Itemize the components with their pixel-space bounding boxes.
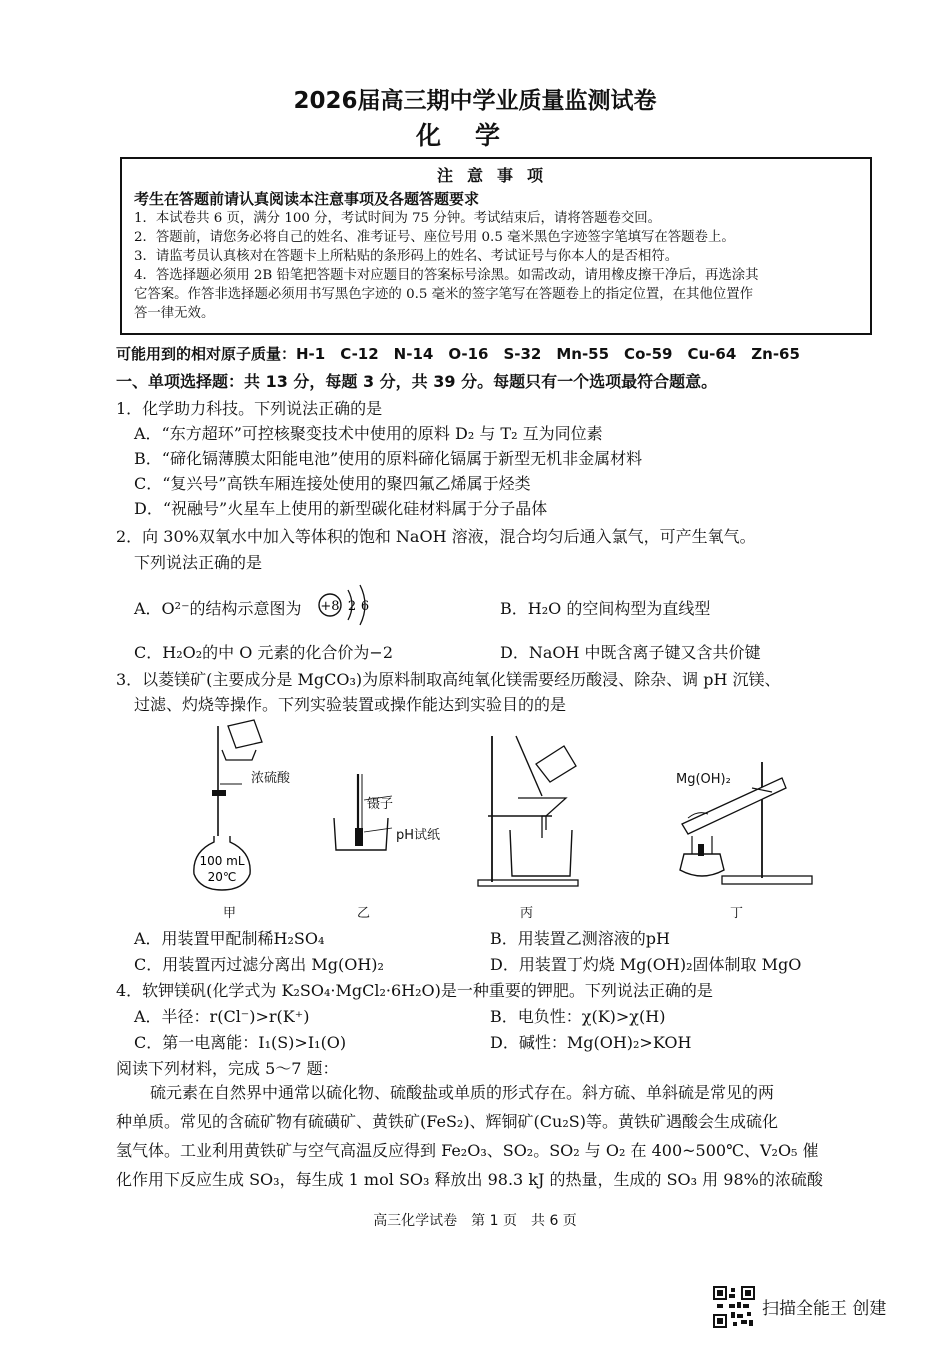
flask-temp-label: 20℃ [207,870,237,884]
q1-option-a: A．“东方超环”可控核聚变技术中使用的原料 D₂ 与 T₂ 互为同位素 [134,424,603,443]
apparatus-label-yi: 乙 [357,906,371,921]
notice-box [120,157,872,335]
nucleus-charge: +8 [320,599,340,614]
ph-paper-label: pH试纸 [396,828,441,843]
q4-option-b: B．电负性：χ(K)>χ(H) [490,1007,666,1026]
notice-item: 2．答题前，请您务必将自己的姓名、准考证号、座位号用 0.5 毫米黑色字迹签字笔填写在答题卷上。 [134,230,735,245]
q3-option-a: A．用装置甲配制稀H₂SO₄ [134,929,325,948]
q3-option-d: D．用装置丁灼烧 Mg(OH)₂固体制取 MgO [490,955,802,974]
apparatus-label-ding: 丁 [730,906,744,921]
apparatus-jia-volumetric-flask [190,718,300,893]
apparatus-label-jia: 甲 [223,906,237,921]
q4-stem: 4．软钾镁矾(化学式为 K₂SO₄·MgCl₂·6H₂O)是一种重要的钾肥。下列说法正确的是 [116,981,713,1000]
notice-subheading: 考生在答题前请认真阅读本注意事项及各题答题要求 [134,190,480,208]
atomic-masses: 可能用到的相对原子质量：H-1 C-12 N-14 O-16 S-32 Mn-55 Co-59 Cu-64 Zn-65 [116,345,800,363]
scanner-watermark: 扫描全能王 创建 [762,1299,887,1319]
exam-title: 2026届高三期中学业质量监测试卷 [293,88,657,114]
q3-option-b: B．用装置乙测溶液的pH [490,929,670,948]
page-footer: 高三化学试卷 第 1 页 共 6 页 [373,1213,577,1229]
shell-2-electrons: 6 [360,599,370,614]
q3-stem: 3．以菱镁矿(主要成分是 MgCO₃)为原料制取高纯氧化镁需要经历酸浸、除杂、调 pH 沉镁、 [116,670,781,689]
q2-stem-cont: 下列说法正确的是 [134,553,263,572]
notice-item: 1．本试卷共 6 页，满分 100 分，考试时间为 75 分钟。考试结束后，请将答题卷交回。 [134,211,662,226]
apparatus-yi-ph-test [328,770,398,855]
q4-option-c: C．第一电离能：I₁(S)>I₁(O) [134,1033,347,1052]
reading-intro: 阅读下列材料，完成 5～7 题： [116,1059,339,1078]
q2-option-c: C．H₂O₂的中 O 元素的化合价为−2 [134,643,394,662]
q3-option-c: C．用装置丙过滤分离出 Mg(OH)₂ [134,955,384,974]
reading-line: 氢气体。工业利用黄铁矿与空气高温反应得到 Fe₂O₃、SO₂。SO₂ 与 O₂ 在 400~500℃、V₂O₅ 催 [116,1141,819,1160]
reading-line: 化作用下反应生成 SO₃，每生成 1 mol SO₃ 释放出 98.3 kJ 的热量，生成的 SO₃ 用 98%的浓硫酸 [116,1170,823,1189]
notice-item: 它答案。作答非选择题必须用书写黑色字迹的 0.5 毫米的签字笔写在答题卷上的指定位置，在其他位置作 [134,287,753,302]
q1-option-d: D．“祝融号”火星车上使用的新型碳化硅材料属于分子晶体 [134,499,548,518]
q2-option-a: A．O²⁻的结构示意图为 [134,599,302,618]
reading-passage [116,1078,876,1194]
q3-stem-cont: 过滤、灼烧等操作。下列实验装置或操作能达到实验目的的是 [134,695,567,714]
q2-option-b: B．H₂O 的空间构型为直线型 [500,599,711,618]
flask-volume-label: 100 mL [199,854,245,868]
apparatus-bing-filtration [470,730,580,890]
reading-line: 种单质。常见的含硫矿物有硫磺矿、黄铁矿(FeS₂)、辉铜矿(Cu₂S)等。黄铁矿遇酸会生成硫化 [116,1112,778,1131]
q2-option-d: D．NaOH 中既含离子键又含共价键 [500,643,761,662]
conc-acid-label: 浓硫酸 [251,771,291,786]
apparatus-label-bing: 丙 [520,906,534,921]
notice-item: 答一律无效。 [134,306,215,321]
oxide-ion-structure-diagram [314,582,378,628]
reading-line: 硫元素在自然界中通常以硫化物、硫酸盐或单质的形式存在。斜方硫、单斜硫是常见的两 [150,1083,775,1102]
section-heading: 一、单项选择题：共 13 分，每题 3 分，共 39 分。每题只有一个选项最符合题意。 [116,372,718,391]
q2-stem: 2．向 30%双氧水中加入等体积的饱和 NaOH 溶液，混合均匀后通入氯气，可产生氧气。 [116,527,756,546]
shell-1-electrons: 2 [347,599,357,614]
q1-option-c: C．“复兴号”高铁车厢连接处使用的聚四氟乙烯属于烃类 [134,474,531,493]
q1-option-b: B．“碲化镉薄膜太阳能电池”使用的原料碲化镉属于新型无机非金属材料 [134,449,643,468]
mgoh2-label: Mg(OH)₂ [676,772,731,787]
notice-item: 4．答选择题必须用 2B 铅笔把答题卡对应题目的答案标号涂黑。如需改动，请用橡皮擦干净后，再选涂其 [134,268,759,283]
notice-item: 3．请监考员认真核对在答题卡上所粘贴的条形码上的姓名、考试证号与你本人的是否相符。 [134,249,679,264]
q4-option-a: A．半径：r(Cl⁻)>r(K⁺) [134,1007,310,1026]
q1-stem: 1．化学助力科技。下列说法正确的是 [116,399,383,418]
q4-option-d: D．碱性：Mg(OH)₂>KOH [490,1033,692,1052]
exam-subject: 化学 [415,121,534,150]
tweezers-label: 镊子 [367,797,394,812]
notice-heading: 注意事项 [436,166,557,185]
qr-code-icon [713,1286,755,1328]
